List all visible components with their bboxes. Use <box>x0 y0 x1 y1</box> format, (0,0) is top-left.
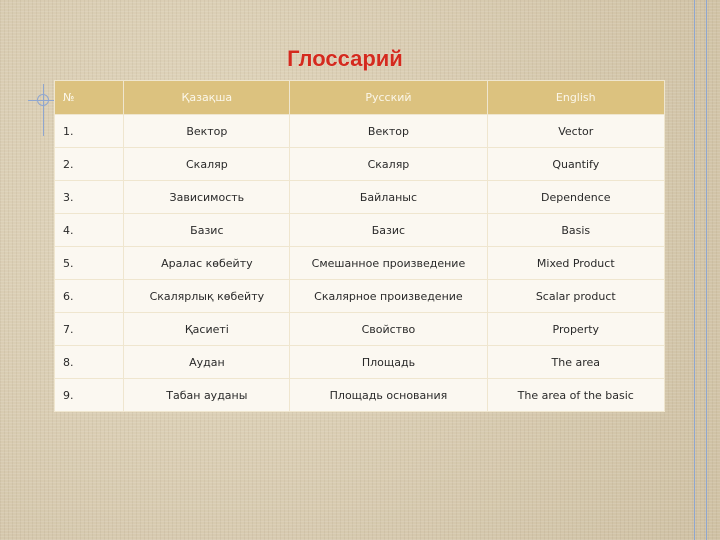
russian-term: Скаляр <box>290 148 487 181</box>
table-row <box>55 379 665 412</box>
table-row <box>55 148 665 181</box>
russian-term: Свойство <box>290 313 487 346</box>
english-term: Vector <box>487 115 664 148</box>
english-term: Scalar product <box>487 280 664 313</box>
english-term: The area <box>487 346 664 379</box>
table-row <box>55 247 665 280</box>
russian-term: Базис <box>290 214 487 247</box>
russian-term: Площадь основания <box>290 379 487 412</box>
russian-term: Смешанное произведение <box>290 247 487 280</box>
english-term: Quantify <box>487 148 664 181</box>
row-number: 1. <box>55 115 124 148</box>
table-header-row <box>55 81 665 115</box>
decorative-vertical-line <box>706 0 707 540</box>
kazakh-term: Скаляр <box>124 148 290 181</box>
english-term: Property <box>487 313 664 346</box>
kazakh-term: Базис <box>124 214 290 247</box>
english-term: The area of the basic <box>487 379 664 412</box>
table-row <box>55 115 665 148</box>
decorative-vertical-line <box>694 0 695 540</box>
header-number: № <box>55 81 124 115</box>
english-term: Dependence <box>487 181 664 214</box>
russian-term: Скалярное произведение <box>290 280 487 313</box>
row-number: 6. <box>55 280 124 313</box>
row-number: 3. <box>55 181 124 214</box>
english-term: Basis <box>487 214 664 247</box>
table-row <box>55 346 665 379</box>
header-russian: Русский <box>290 81 487 115</box>
row-number: 8. <box>55 346 124 379</box>
header-english: English <box>487 81 664 115</box>
table-row <box>55 313 665 346</box>
page-title: Глоссарий <box>287 46 403 71</box>
kazakh-term: Аудан <box>124 346 290 379</box>
kazakh-term: Қасиеті <box>124 313 290 346</box>
header-kazakh: Қазақша <box>124 81 290 115</box>
russian-term: Вектор <box>290 115 487 148</box>
table-row <box>55 181 665 214</box>
english-term: Mixed Product <box>487 247 664 280</box>
table-row <box>55 280 665 313</box>
kazakh-term: Зависимость <box>124 181 290 214</box>
row-number: 7. <box>55 313 124 346</box>
table-row <box>55 214 665 247</box>
kazakh-term: Скалярлық көбейту <box>124 280 290 313</box>
kazakh-term: Табан ауданы <box>124 379 290 412</box>
row-number: 2. <box>55 148 124 181</box>
row-number: 9. <box>55 379 124 412</box>
decorative-ring <box>37 94 49 106</box>
glossary-table <box>54 80 665 412</box>
row-number: 5. <box>55 247 124 280</box>
row-number: 4. <box>55 214 124 247</box>
russian-term: Площадь <box>290 346 487 379</box>
russian-term: Байланыс <box>290 181 487 214</box>
kazakh-term: Аралас көбейту <box>124 247 290 280</box>
kazakh-term: Вектор <box>124 115 290 148</box>
decorative-short-line <box>43 84 44 136</box>
